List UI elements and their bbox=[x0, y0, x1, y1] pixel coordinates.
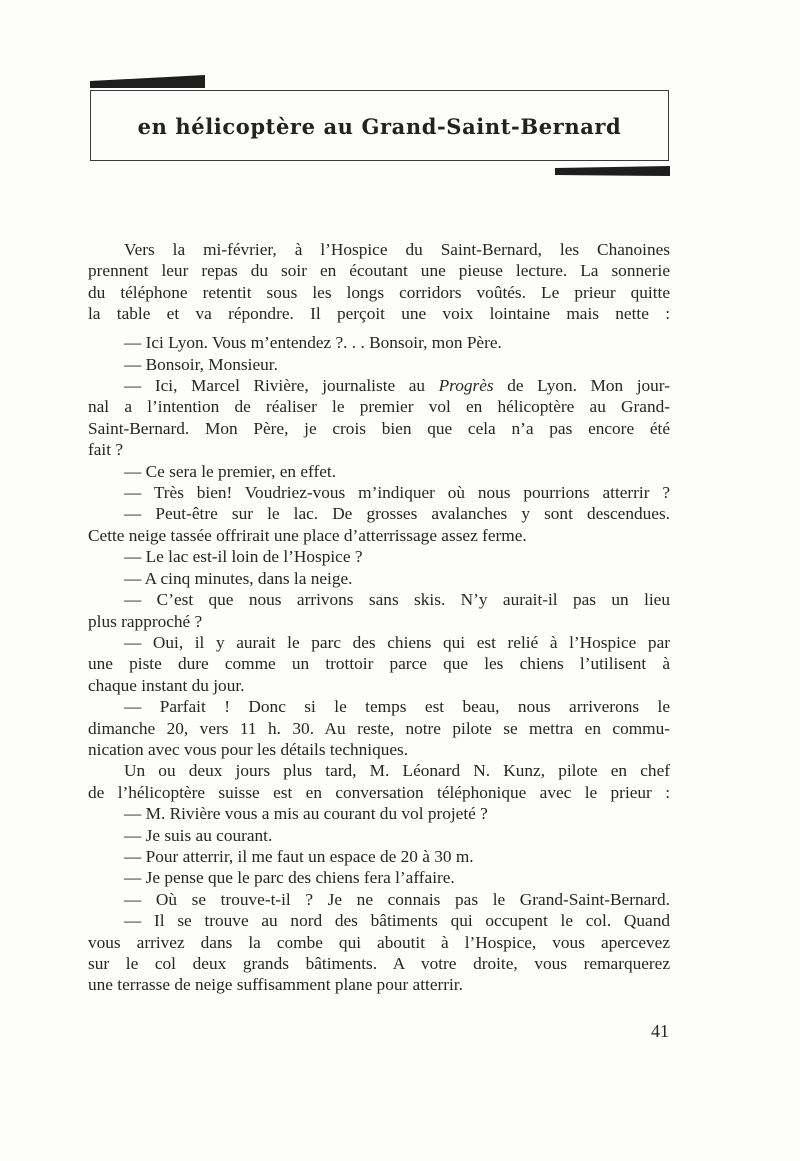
text-line: — Oui, il y aurait le parc des chiens qui est relié à l’Hospice par bbox=[124, 632, 670, 652]
text-segment: de Lyon. Mon jour- bbox=[493, 376, 670, 396]
bottom-right-bar bbox=[555, 166, 670, 176]
text-line: — Ici Lyon. Vous m’entendez ?. . . Bonsoir, mon Père. bbox=[124, 333, 502, 353]
text-line: Saint-Bernard. Mon Père, je crois bien que cela n’a pas encore été bbox=[88, 418, 670, 438]
text-line: une piste dure comme un trottoir parce que les chiens l’utilisent à bbox=[88, 654, 670, 674]
text-line: sur le col deux grands bâtiments. A votre droite, vous remarquerez bbox=[88, 954, 670, 973]
newspaper-title: Progrès bbox=[438, 376, 494, 396]
chapter-title: en hélicoptère au Grand-Saint-Bernard bbox=[137, 114, 622, 139]
text-line: — Où se trouve-t-il ? Je ne connais pas le Grand-Saint-Bernard. bbox=[124, 889, 670, 909]
text-line: — Très bien! Voudriez-vous m’indiquer où nous pourrions atterrir ? bbox=[124, 483, 670, 503]
text-line: — Je pense que le parc des chiens fera l’affaire. bbox=[124, 868, 455, 888]
top-left-bar bbox=[90, 75, 205, 88]
body-text bbox=[88, 239, 670, 996]
text-line: prennent leur repas du soir en écoutant une pieuse lecture. La sonnerie bbox=[88, 261, 670, 281]
chapter-title-box bbox=[90, 90, 669, 161]
text-line: chaque instant du jour. bbox=[88, 675, 245, 695]
text-line: Cette neige tassée offrirait une place d’atterrissage assez ferme. bbox=[88, 525, 527, 545]
text-line: — C’est que nous arrivons sans skis. N’y aurait-il pas un lieu bbox=[124, 590, 670, 610]
text-line: — Peut-être sur le lac. De grosses avalanches y sont descendues. bbox=[124, 504, 670, 524]
text-line: vous arrivez dans la combe qui aboutit à l’Hospice, vous apercevez bbox=[88, 932, 670, 952]
text-line: — Ce sera le premier, en effet. bbox=[124, 461, 337, 481]
text-line: fait ? bbox=[88, 440, 124, 460]
page-number: 41 bbox=[651, 1021, 669, 1041]
text-line: — Parfait ! Donc si le temps est beau, nous arriverons le bbox=[124, 697, 670, 717]
text-line: — Pour atterrir, il me faut un espace de 20 à 30 m. bbox=[124, 846, 474, 866]
text-line: plus rapproché ? bbox=[88, 611, 203, 631]
text-line: — M. Rivière vous a mis au courant du vol projeté ? bbox=[124, 804, 488, 824]
text-line: une terrasse de neige suffisamment plane pour atterrir. bbox=[88, 975, 463, 995]
text-segment: — Ici, Marcel Rivière, journaliste au bbox=[124, 376, 439, 396]
text-line: — A cinq minutes, dans la neige. bbox=[124, 568, 353, 588]
text-line: nal a l’intention de réaliser le premier vol en hélicoptère au Grand- bbox=[88, 397, 670, 417]
text-line bbox=[88, 375, 670, 396]
text-line: Un ou deux jours plus tard, M. Léonard N. Kunz, pilote en chef bbox=[124, 761, 670, 781]
text-line: Vers la mi-février, à l’Hospice du Saint-Bernard, les Chanoines bbox=[124, 240, 670, 259]
text-line: dimanche 20, vers 11 h. 30. Au reste, notre pilote se mettra en commu- bbox=[88, 718, 670, 738]
text-line: de l’hélicoptère suisse est en conversation téléphonique avec le prieur : bbox=[88, 782, 670, 802]
text-line: — Bonsoir, Monsieur. bbox=[124, 354, 278, 374]
text-line: nication avec vous pour les détails techniques. bbox=[88, 739, 409, 759]
text-line: — Il se trouve au nord des bâtiments qui occupent le col. Quand bbox=[124, 911, 670, 931]
text-line: du téléphone retentit sous les longs corridors voûtés. Le prieur quitte bbox=[88, 282, 670, 302]
text-line: la table et va répondre. Il perçoit une voix lointaine mais nette : bbox=[88, 304, 670, 324]
text-line: — Je suis au courant. bbox=[124, 825, 273, 845]
text-line: — Le lac est-il loin de l’Hospice ? bbox=[124, 547, 363, 567]
